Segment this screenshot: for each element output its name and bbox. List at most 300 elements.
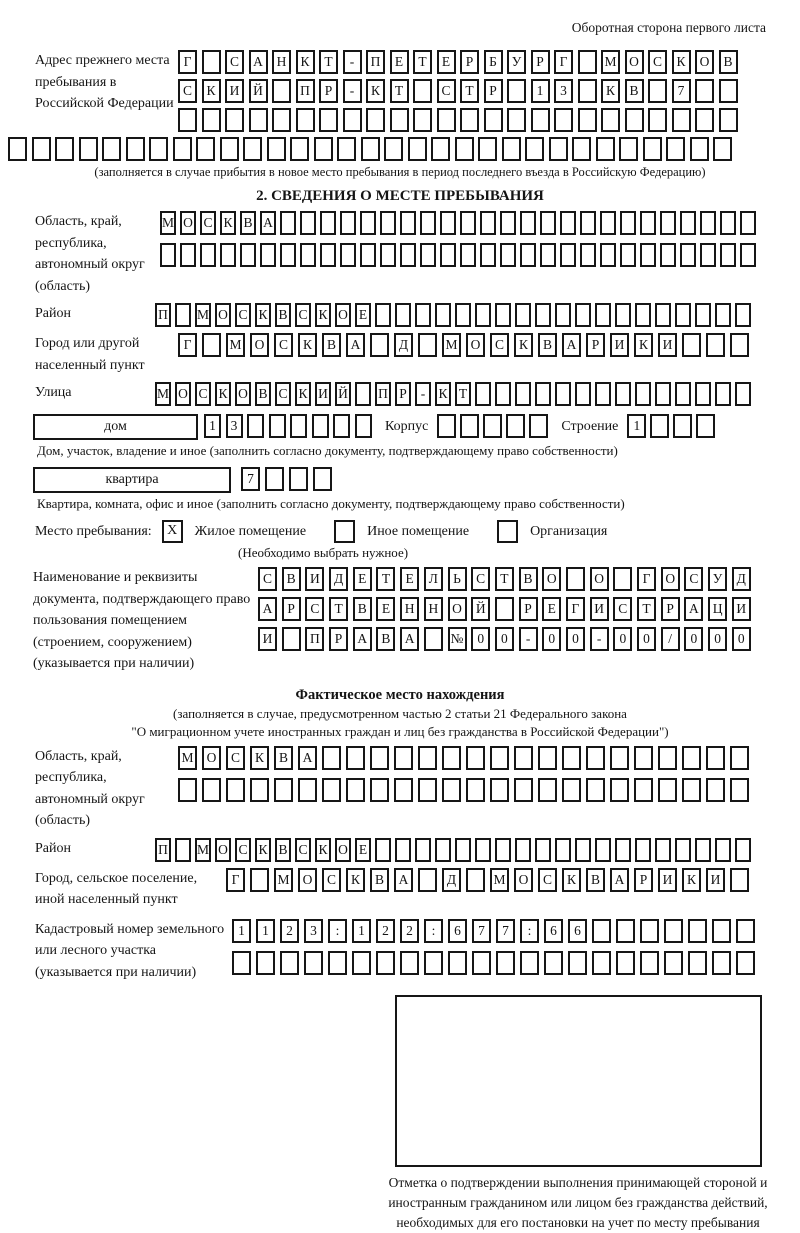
char-cell[interactable] (370, 333, 389, 357)
char-cell[interactable]: Е (400, 567, 419, 591)
char-cell[interactable]: К (255, 303, 271, 327)
char-cell[interactable] (730, 746, 749, 770)
char-cell[interactable] (355, 414, 372, 438)
char-cell[interactable] (178, 108, 197, 132)
char-cell[interactable] (298, 778, 317, 802)
char-cell[interactable] (715, 303, 731, 327)
char-cell[interactable] (475, 838, 491, 862)
char-cell[interactable]: И (610, 333, 629, 357)
char-cell[interactable]: № (448, 627, 467, 651)
char-cell[interactable] (531, 108, 550, 132)
char-cell[interactable] (460, 211, 476, 235)
char-cell[interactable]: Ь (448, 567, 467, 591)
char-cell[interactable]: М (155, 382, 171, 406)
char-cell[interactable]: 2 (400, 919, 419, 943)
char-cell[interactable] (480, 243, 496, 267)
char-cell[interactable] (337, 137, 356, 161)
char-cell[interactable] (8, 137, 27, 161)
char-cell[interactable]: К (255, 838, 271, 862)
char-cell[interactable]: И (258, 627, 277, 651)
char-cell[interactable] (437, 108, 456, 132)
char-cell[interactable] (418, 333, 437, 357)
char-cell[interactable]: 3 (304, 919, 323, 943)
char-cell[interactable] (282, 627, 301, 651)
char-cell[interactable]: О (661, 567, 680, 591)
char-cell[interactable]: П (305, 627, 324, 651)
char-cell[interactable] (243, 137, 262, 161)
char-cell[interactable]: С (684, 567, 703, 591)
char-cell[interactable] (535, 303, 551, 327)
char-cell[interactable]: 3 (226, 414, 243, 438)
char-cell[interactable]: Р (634, 868, 653, 892)
char-cell[interactable]: С (295, 838, 311, 862)
char-cell[interactable] (615, 303, 631, 327)
char-cell[interactable] (562, 746, 581, 770)
char-cell[interactable] (600, 211, 616, 235)
char-cell[interactable] (249, 108, 268, 132)
char-cell[interactable] (635, 838, 651, 862)
char-cell[interactable]: К (295, 382, 311, 406)
char-cell[interactable] (340, 243, 356, 267)
char-cell[interactable]: 1 (232, 919, 251, 943)
char-cell[interactable]: Й (249, 79, 268, 103)
char-cell[interactable] (304, 951, 323, 975)
char-cell[interactable] (480, 211, 496, 235)
char-cell[interactable] (549, 137, 568, 161)
char-cell[interactable] (280, 211, 296, 235)
char-cell[interactable]: С (274, 333, 293, 357)
char-cell[interactable]: Т (413, 50, 432, 74)
char-cell[interactable] (475, 303, 491, 327)
char-cell[interactable] (413, 108, 432, 132)
char-cell[interactable]: В (282, 567, 301, 591)
char-cell[interactable] (595, 838, 611, 862)
char-cell[interactable] (483, 414, 502, 438)
char-cell[interactable] (634, 778, 653, 802)
char-cell[interactable]: 0 (471, 627, 490, 651)
char-cell[interactable] (613, 567, 632, 591)
char-cell[interactable]: С (305, 597, 324, 621)
char-cell[interactable] (560, 211, 576, 235)
char-cell[interactable] (640, 951, 659, 975)
char-cell[interactable]: К (220, 211, 236, 235)
char-cell[interactable] (655, 382, 671, 406)
char-cell[interactable] (495, 597, 514, 621)
char-cell[interactable] (672, 108, 691, 132)
char-cell[interactable] (706, 778, 725, 802)
char-cell[interactable] (575, 838, 591, 862)
char-cell[interactable]: М (178, 746, 197, 770)
char-cell[interactable]: К (250, 746, 269, 770)
char-cell[interactable]: Т (460, 79, 479, 103)
char-cell[interactable] (400, 243, 416, 267)
char-cell[interactable]: П (296, 79, 315, 103)
char-cell[interactable]: И (732, 597, 751, 621)
char-cell[interactable] (575, 303, 591, 327)
char-cell[interactable] (440, 211, 456, 235)
char-cell[interactable]: С (200, 211, 216, 235)
char-cell[interactable] (712, 919, 731, 943)
char-cell[interactable] (580, 211, 596, 235)
char-cell[interactable] (682, 746, 701, 770)
char-cell[interactable]: Г (226, 868, 245, 892)
char-cell[interactable]: Т (376, 567, 395, 591)
char-cell[interactable] (280, 243, 296, 267)
char-cell[interactable] (32, 137, 51, 161)
char-cell[interactable] (695, 303, 711, 327)
char-cell[interactable] (200, 243, 216, 267)
char-cell[interactable]: С (195, 382, 211, 406)
char-cell[interactable]: А (260, 211, 276, 235)
char-cell[interactable] (290, 414, 307, 438)
char-cell[interactable] (380, 243, 396, 267)
char-cell[interactable]: Й (471, 597, 490, 621)
stay-type-checkbox-residential[interactable]: X (162, 520, 183, 543)
char-cell[interactable]: У (708, 567, 727, 591)
char-cell[interactable]: В (538, 333, 557, 357)
char-cell[interactable] (515, 303, 531, 327)
char-cell[interactable] (232, 951, 251, 975)
char-cell[interactable] (554, 108, 573, 132)
char-cell[interactable] (700, 243, 716, 267)
char-cell[interactable] (688, 951, 707, 975)
char-cell[interactable] (466, 746, 485, 770)
char-cell[interactable]: И (706, 868, 725, 892)
char-cell[interactable] (442, 778, 461, 802)
char-cell[interactable] (578, 79, 597, 103)
char-cell[interactable] (544, 951, 563, 975)
char-cell[interactable] (620, 211, 636, 235)
char-cell[interactable] (695, 838, 711, 862)
char-cell[interactable] (320, 211, 336, 235)
char-cell[interactable]: Т (637, 597, 656, 621)
char-cell[interactable] (658, 746, 677, 770)
char-cell[interactable] (625, 108, 644, 132)
char-cell[interactable]: Н (424, 597, 443, 621)
char-cell[interactable] (240, 243, 256, 267)
char-cell[interactable] (696, 414, 715, 438)
char-cell[interactable]: Р (531, 50, 550, 74)
char-cell[interactable]: В (719, 50, 738, 74)
char-cell[interactable] (514, 746, 533, 770)
char-cell[interactable]: К (366, 79, 385, 103)
char-cell[interactable] (360, 243, 376, 267)
char-cell[interactable]: К (298, 333, 317, 357)
char-cell[interactable] (695, 79, 714, 103)
char-cell[interactable] (478, 137, 497, 161)
char-cell[interactable]: И (225, 79, 244, 103)
char-cell[interactable] (431, 137, 450, 161)
char-cell[interactable] (592, 919, 611, 943)
char-cell[interactable]: 7 (672, 79, 691, 103)
char-cell[interactable] (682, 778, 701, 802)
char-cell[interactable] (267, 137, 286, 161)
char-cell[interactable]: К (672, 50, 691, 74)
char-cell[interactable]: О (298, 868, 317, 892)
char-cell[interactable]: Д (394, 333, 413, 357)
char-cell[interactable] (566, 567, 585, 591)
char-cell[interactable] (466, 868, 485, 892)
char-cell[interactable] (730, 778, 749, 802)
char-cell[interactable] (520, 243, 536, 267)
char-cell[interactable] (466, 778, 485, 802)
char-cell[interactable]: С (235, 838, 251, 862)
char-cell[interactable] (460, 414, 479, 438)
char-cell[interactable] (560, 243, 576, 267)
char-cell[interactable]: В (625, 79, 644, 103)
char-cell[interactable]: М (274, 868, 293, 892)
char-cell[interactable] (79, 137, 98, 161)
char-cell[interactable] (515, 382, 531, 406)
char-cell[interactable] (490, 778, 509, 802)
char-cell[interactable]: Р (460, 50, 479, 74)
char-cell[interactable]: Р (519, 597, 538, 621)
char-cell[interactable] (490, 746, 509, 770)
char-cell[interactable] (220, 137, 239, 161)
char-cell[interactable] (495, 838, 511, 862)
char-cell[interactable]: И (590, 597, 609, 621)
char-cell[interactable] (720, 211, 736, 235)
char-cell[interactable]: Р (484, 79, 503, 103)
char-cell[interactable]: Е (376, 597, 395, 621)
char-cell[interactable]: М (442, 333, 461, 357)
char-cell[interactable]: Д (329, 567, 348, 591)
char-cell[interactable] (269, 414, 286, 438)
char-cell[interactable] (424, 627, 443, 651)
char-cell[interactable]: / (661, 627, 680, 651)
char-cell[interactable] (178, 778, 197, 802)
char-cell[interactable] (175, 838, 191, 862)
char-cell[interactable]: В (240, 211, 256, 235)
char-cell[interactable]: 0 (495, 627, 514, 651)
char-cell[interactable] (601, 108, 620, 132)
char-cell[interactable] (448, 951, 467, 975)
char-cell[interactable] (520, 211, 536, 235)
char-cell[interactable]: 0 (542, 627, 561, 651)
char-cell[interactable] (655, 838, 671, 862)
char-cell[interactable] (562, 778, 581, 802)
char-cell[interactable] (695, 382, 711, 406)
char-cell[interactable] (400, 211, 416, 235)
char-cell[interactable]: М (601, 50, 620, 74)
char-cell[interactable] (395, 838, 411, 862)
char-cell[interactable]: Л (424, 567, 443, 591)
char-cell[interactable]: Г (566, 597, 585, 621)
char-cell[interactable]: О (466, 333, 485, 357)
char-cell[interactable] (442, 746, 461, 770)
char-cell[interactable] (319, 108, 338, 132)
char-cell[interactable]: С (322, 868, 341, 892)
char-cell[interactable] (418, 746, 437, 770)
char-cell[interactable]: Т (390, 79, 409, 103)
char-cell[interactable] (500, 243, 516, 267)
char-cell[interactable] (540, 211, 556, 235)
char-cell[interactable] (730, 868, 749, 892)
char-cell[interactable] (713, 137, 732, 161)
char-cell[interactable]: И (315, 382, 331, 406)
char-cell[interactable] (375, 303, 391, 327)
char-cell[interactable] (719, 79, 738, 103)
char-cell[interactable]: А (400, 627, 419, 651)
char-cell[interactable] (595, 303, 611, 327)
char-cell[interactable] (616, 951, 635, 975)
char-cell[interactable]: В (370, 868, 389, 892)
char-cell[interactable] (202, 108, 221, 132)
char-cell[interactable] (655, 303, 671, 327)
char-cell[interactable] (415, 303, 431, 327)
char-cell[interactable]: Д (442, 868, 461, 892)
char-cell[interactable]: Е (542, 597, 561, 621)
char-cell[interactable]: О (215, 303, 231, 327)
char-cell[interactable]: П (375, 382, 391, 406)
char-cell[interactable]: В (519, 567, 538, 591)
char-cell[interactable] (555, 303, 571, 327)
char-cell[interactable]: С (275, 382, 291, 406)
char-cell[interactable] (346, 778, 365, 802)
char-cell[interactable]: О (514, 868, 533, 892)
char-cell[interactable] (616, 919, 635, 943)
char-cell[interactable]: У (507, 50, 526, 74)
char-cell[interactable] (610, 746, 629, 770)
char-cell[interactable] (408, 137, 427, 161)
char-cell[interactable] (440, 243, 456, 267)
char-cell[interactable] (578, 50, 597, 74)
char-cell[interactable] (619, 137, 638, 161)
char-cell[interactable]: Р (661, 597, 680, 621)
char-cell[interactable] (343, 108, 362, 132)
char-cell[interactable] (455, 303, 471, 327)
char-cell[interactable] (314, 137, 333, 161)
char-cell[interactable] (300, 211, 316, 235)
char-cell[interactable] (376, 951, 395, 975)
char-cell[interactable] (202, 333, 221, 357)
char-cell[interactable] (535, 382, 551, 406)
char-cell[interactable] (247, 414, 264, 438)
char-cell[interactable]: 6 (448, 919, 467, 943)
char-cell[interactable] (500, 211, 516, 235)
char-cell[interactable]: О (235, 382, 251, 406)
char-cell[interactable] (175, 303, 191, 327)
char-cell[interactable]: 0 (732, 627, 751, 651)
char-cell[interactable]: О (335, 303, 351, 327)
char-cell[interactable]: 3 (554, 79, 573, 103)
char-cell[interactable]: Н (272, 50, 291, 74)
char-cell[interactable] (620, 243, 636, 267)
char-cell[interactable]: О (202, 746, 221, 770)
char-cell[interactable]: А (346, 333, 365, 357)
char-cell[interactable] (460, 243, 476, 267)
char-cell[interactable]: Г (554, 50, 573, 74)
char-cell[interactable] (455, 838, 471, 862)
char-cell[interactable]: - (415, 382, 431, 406)
char-cell[interactable]: Е (353, 567, 372, 591)
char-cell[interactable] (226, 778, 245, 802)
char-cell[interactable] (572, 137, 591, 161)
char-cell[interactable]: Р (329, 627, 348, 651)
char-cell[interactable]: А (298, 746, 317, 770)
char-cell[interactable] (320, 243, 336, 267)
char-cell[interactable]: С (538, 868, 557, 892)
char-cell[interactable]: П (366, 50, 385, 74)
char-cell[interactable] (735, 303, 751, 327)
char-cell[interactable] (472, 951, 491, 975)
char-cell[interactable]: Р (319, 79, 338, 103)
char-cell[interactable]: Н (400, 597, 419, 621)
char-cell[interactable]: Ц (708, 597, 727, 621)
char-cell[interactable] (272, 79, 291, 103)
char-cell[interactable] (736, 951, 755, 975)
char-cell[interactable] (635, 382, 651, 406)
char-cell[interactable] (394, 746, 413, 770)
char-cell[interactable] (720, 243, 736, 267)
char-cell[interactable]: 1 (256, 919, 275, 943)
char-cell[interactable]: К (215, 382, 231, 406)
char-cell[interactable]: Б (484, 50, 503, 74)
char-cell[interactable] (418, 778, 437, 802)
char-cell[interactable]: 1 (204, 414, 221, 438)
char-cell[interactable]: 1 (531, 79, 550, 103)
char-cell[interactable] (680, 243, 696, 267)
char-cell[interactable]: О (590, 567, 609, 591)
char-cell[interactable] (360, 211, 376, 235)
char-cell[interactable] (413, 79, 432, 103)
char-cell[interactable]: О (448, 597, 467, 621)
char-cell[interactable] (460, 108, 479, 132)
char-cell[interactable] (673, 414, 692, 438)
char-cell[interactable]: Е (355, 303, 371, 327)
char-cell[interactable] (615, 838, 631, 862)
char-cell[interactable] (507, 79, 526, 103)
char-cell[interactable] (648, 79, 667, 103)
char-cell[interactable]: 7 (496, 919, 515, 943)
char-cell[interactable] (333, 414, 350, 438)
char-cell[interactable] (272, 108, 291, 132)
char-cell[interactable]: 6 (568, 919, 587, 943)
char-cell[interactable] (420, 211, 436, 235)
char-cell[interactable]: : (328, 919, 347, 943)
char-cell[interactable]: А (353, 627, 372, 651)
char-cell[interactable] (690, 137, 709, 161)
char-cell[interactable] (675, 382, 691, 406)
char-cell[interactable] (540, 243, 556, 267)
char-cell[interactable]: Й (335, 382, 351, 406)
char-cell[interactable] (610, 778, 629, 802)
char-cell[interactable]: 0 (637, 627, 656, 651)
char-cell[interactable] (648, 108, 667, 132)
char-cell[interactable] (706, 333, 725, 357)
char-cell[interactable] (740, 243, 756, 267)
char-cell[interactable] (390, 108, 409, 132)
char-cell[interactable] (250, 778, 269, 802)
char-cell[interactable]: 6 (544, 919, 563, 943)
char-cell[interactable]: В (376, 627, 395, 651)
char-cell[interactable]: В (586, 868, 605, 892)
char-cell[interactable] (180, 243, 196, 267)
char-cell[interactable] (730, 333, 749, 357)
char-cell[interactable] (658, 778, 677, 802)
char-cell[interactable] (507, 108, 526, 132)
char-cell[interactable] (640, 211, 656, 235)
char-cell[interactable] (586, 778, 605, 802)
char-cell[interactable] (418, 868, 437, 892)
char-cell[interactable]: С (613, 597, 632, 621)
char-cell[interactable]: К (682, 868, 701, 892)
char-cell[interactable]: - (519, 627, 538, 651)
char-cell[interactable]: С (225, 50, 244, 74)
char-cell[interactable] (664, 919, 683, 943)
char-cell[interactable] (355, 382, 371, 406)
char-cell[interactable]: С (226, 746, 245, 770)
